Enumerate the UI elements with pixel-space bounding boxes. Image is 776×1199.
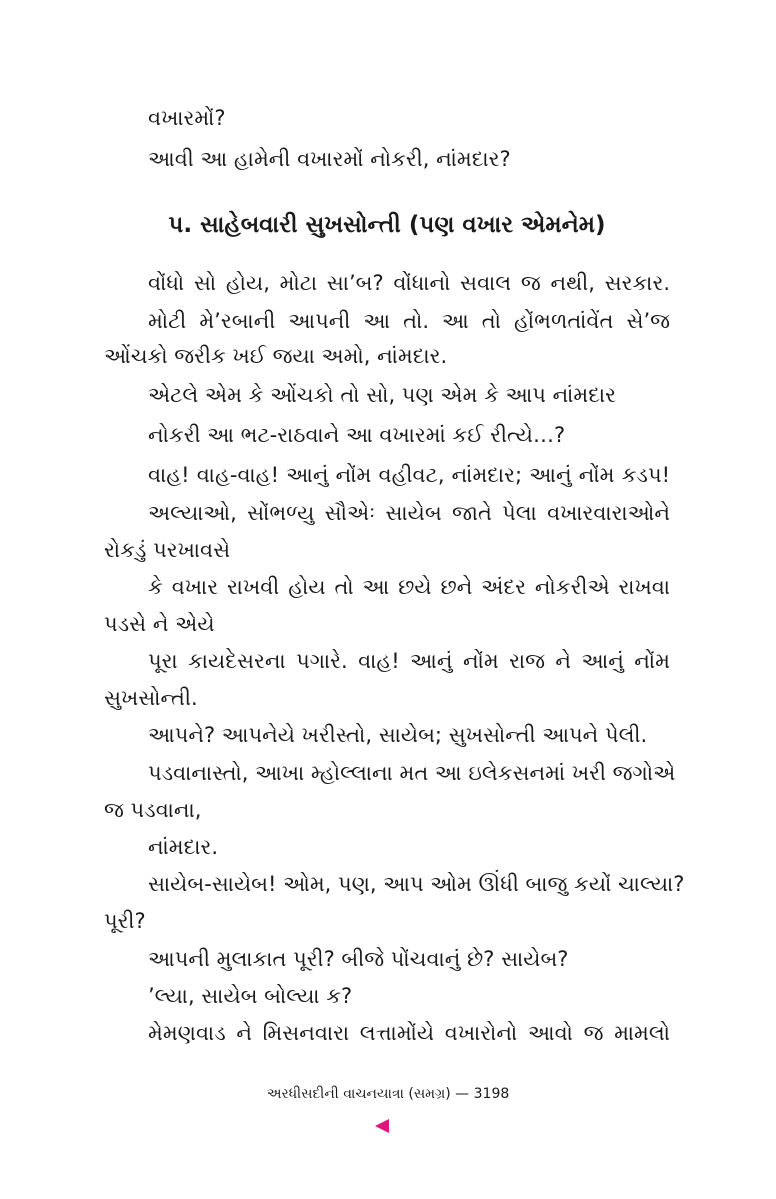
text-line: મેમણવાડ ને મિસનવારા લત્તામોંયે વખારોનો આવો જ મામલો — [148, 1021, 670, 1045]
text-line: સાયેબ-સાયેબ! ઓમ, પણ, આપ ઓમ ઊંધી બાજુ કયોં ચાલ્યા? — [148, 872, 685, 896]
text-line: જ પડવાના, — [104, 798, 202, 822]
text-line: ’લ્યા, સાયેબ બોલ્યા ક? — [148, 984, 353, 1008]
section-heading: પ. સાહેબવારી સુખસોન્તી (પણ વખાર એમનેમ) — [168, 212, 606, 238]
text-line: ઓંચકો જરીક ખઈ જયા અમો, નાંમદાર. — [104, 344, 448, 368]
text-line: વોંધો સો હોય, મોટા સા’બ? વોંધાનો સવાલ જ નથી, સરકાર. — [148, 271, 670, 295]
text-line: આપને? આપનેયે ખરીસ્તો, સાયેબ; સુખસોન્તી આપને પેલી. — [148, 723, 648, 747]
text-line: વખારમોં? — [148, 106, 226, 130]
text-line: પૂરા કાયદેસરના પગારે. વાહ! આનું નોંમ રાજ ને આનું નોંમ — [148, 649, 670, 673]
previous-page-arrow-icon[interactable] — [375, 1119, 389, 1133]
text-line: નોકરી આ ભટ-રાઠવાને આ વખારમાં કઈ રીત્યે…? — [148, 423, 566, 447]
text-line: આપની મુલાકાત પૂરી? બીજે પોંચવાનું છે? સાયેબ? — [148, 947, 569, 971]
text-line: પડસે ને એયે — [104, 612, 215, 636]
text-line: વાહ! વાહ-વાહ! આનું નોંમ વહીવટ, નાંમદાર; આનું નોંમ કડપ! — [148, 463, 670, 487]
text-line: કે વખાર રાખવી હોય તો આ છયે છને અંદર નોકરીએ રાખવા — [148, 575, 670, 599]
text-line: પૂરી? — [104, 909, 146, 933]
page-footer: અરધીસદીની વાચનયાત્રા (સમગ્ર) — 3198 — [266, 1086, 510, 1102]
text-line: સુખસોન્તી. — [104, 686, 198, 710]
text-line: પડવાનાસ્તો, આખા મ્હોલ્લાના મત આ ઇલેકસનમાં ખરી જગોએ — [148, 761, 676, 785]
text-line: મોટી મે’રબાની આપની આ તો. આ તો હોંભળતાંવેંત સે’જ — [148, 309, 670, 333]
text-line: આવી આ હામેની વખારમોં નોકરી, નાંમદાર? — [148, 147, 511, 171]
text-line: એટલે એમ કે ઓંચકો તો સો, પણ એમ કે આપ નાંમદાર — [148, 383, 616, 407]
text-line: રોકડું પરખાવસે — [104, 538, 231, 562]
text-line: અલ્યાઓ, સોંભળ્યુ સૌએઃ સાયેબ જાતે પેલા વખારવારાઓને — [148, 501, 670, 525]
text-line: નાંમદાર. — [148, 835, 219, 859]
